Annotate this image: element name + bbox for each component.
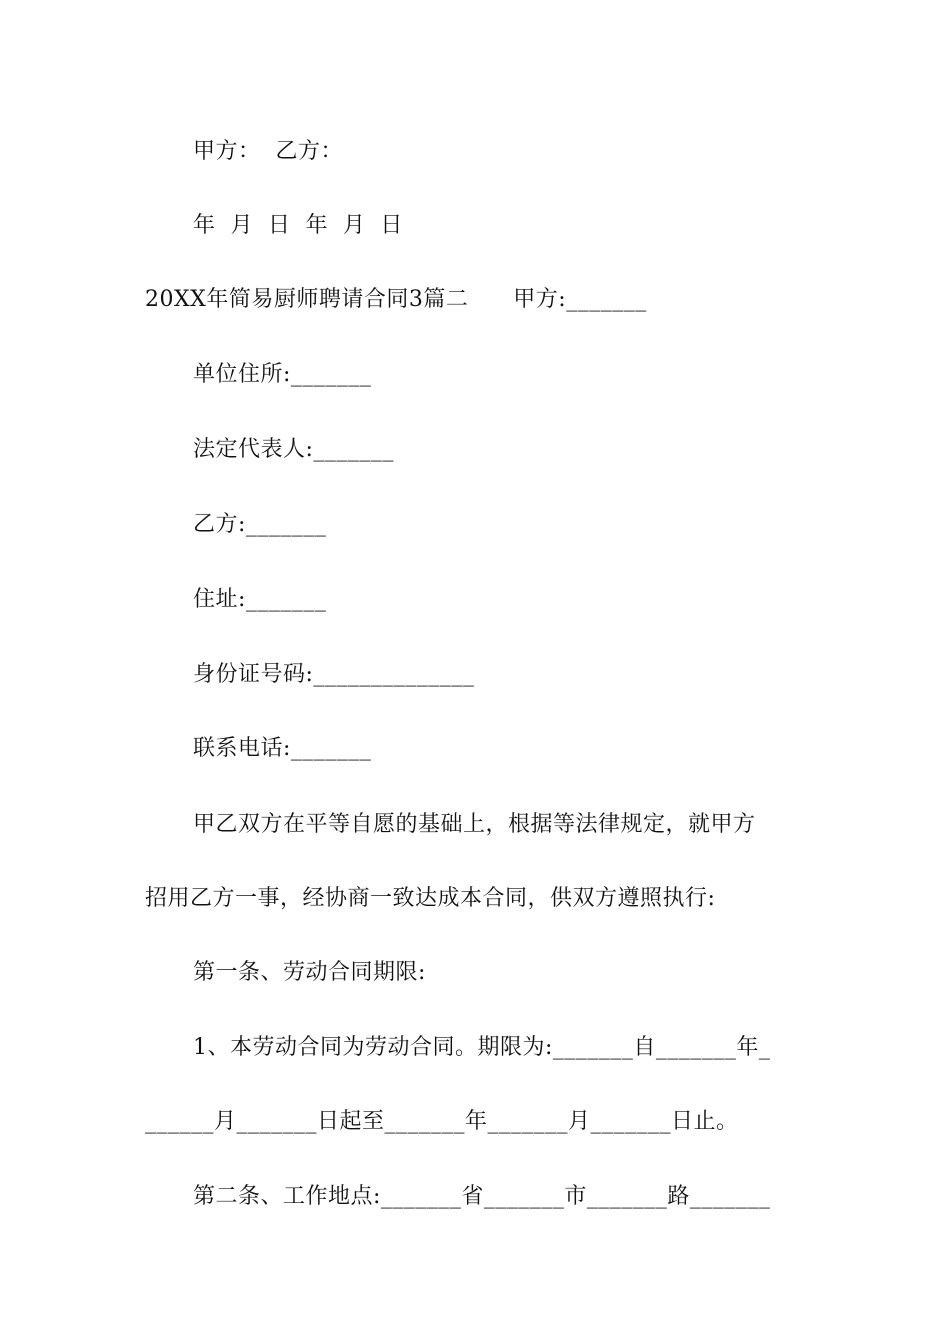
article-1-clause-1-line-2: ______月_______日起至_______年_______月_______日止。 bbox=[145, 1109, 739, 1134]
field-legal-representative: 法定代表人:_______ bbox=[193, 437, 394, 462]
article-2-heading: 第二条、工作地点:_______省_______市_______路_______ bbox=[193, 1184, 771, 1209]
document-title-line: 20XX年简易厨师聘请合同3篇二 甲方:_______ bbox=[145, 287, 647, 312]
field-id-number: 身份证号码:______________ bbox=[193, 662, 475, 687]
article-1-heading: 第一条、劳动合同期限: bbox=[193, 960, 426, 985]
field-unit-address: 单位住所:_______ bbox=[193, 362, 372, 387]
paragraph-intro-line-1: 甲乙双方在平等自愿的基础上，根据等法律规定，就甲方 bbox=[193, 812, 756, 837]
article-1-clause-1-line-1: 1、本劳动合同为劳动合同。期限为:_______自_______年_ bbox=[193, 1035, 771, 1060]
paragraph-intro-line-2: 招用乙方一事，经协商一致达成本合同，供双方遵照执行: bbox=[145, 886, 716, 911]
signature-parties-line: 甲方： 乙方： bbox=[193, 139, 343, 164]
signature-date-line: 年 月 日 年 月 日 bbox=[193, 213, 403, 238]
field-address: 住址:_______ bbox=[193, 587, 327, 612]
field-party-b: 乙方:_______ bbox=[193, 512, 327, 537]
field-phone: 联系电话:_______ bbox=[193, 736, 372, 761]
